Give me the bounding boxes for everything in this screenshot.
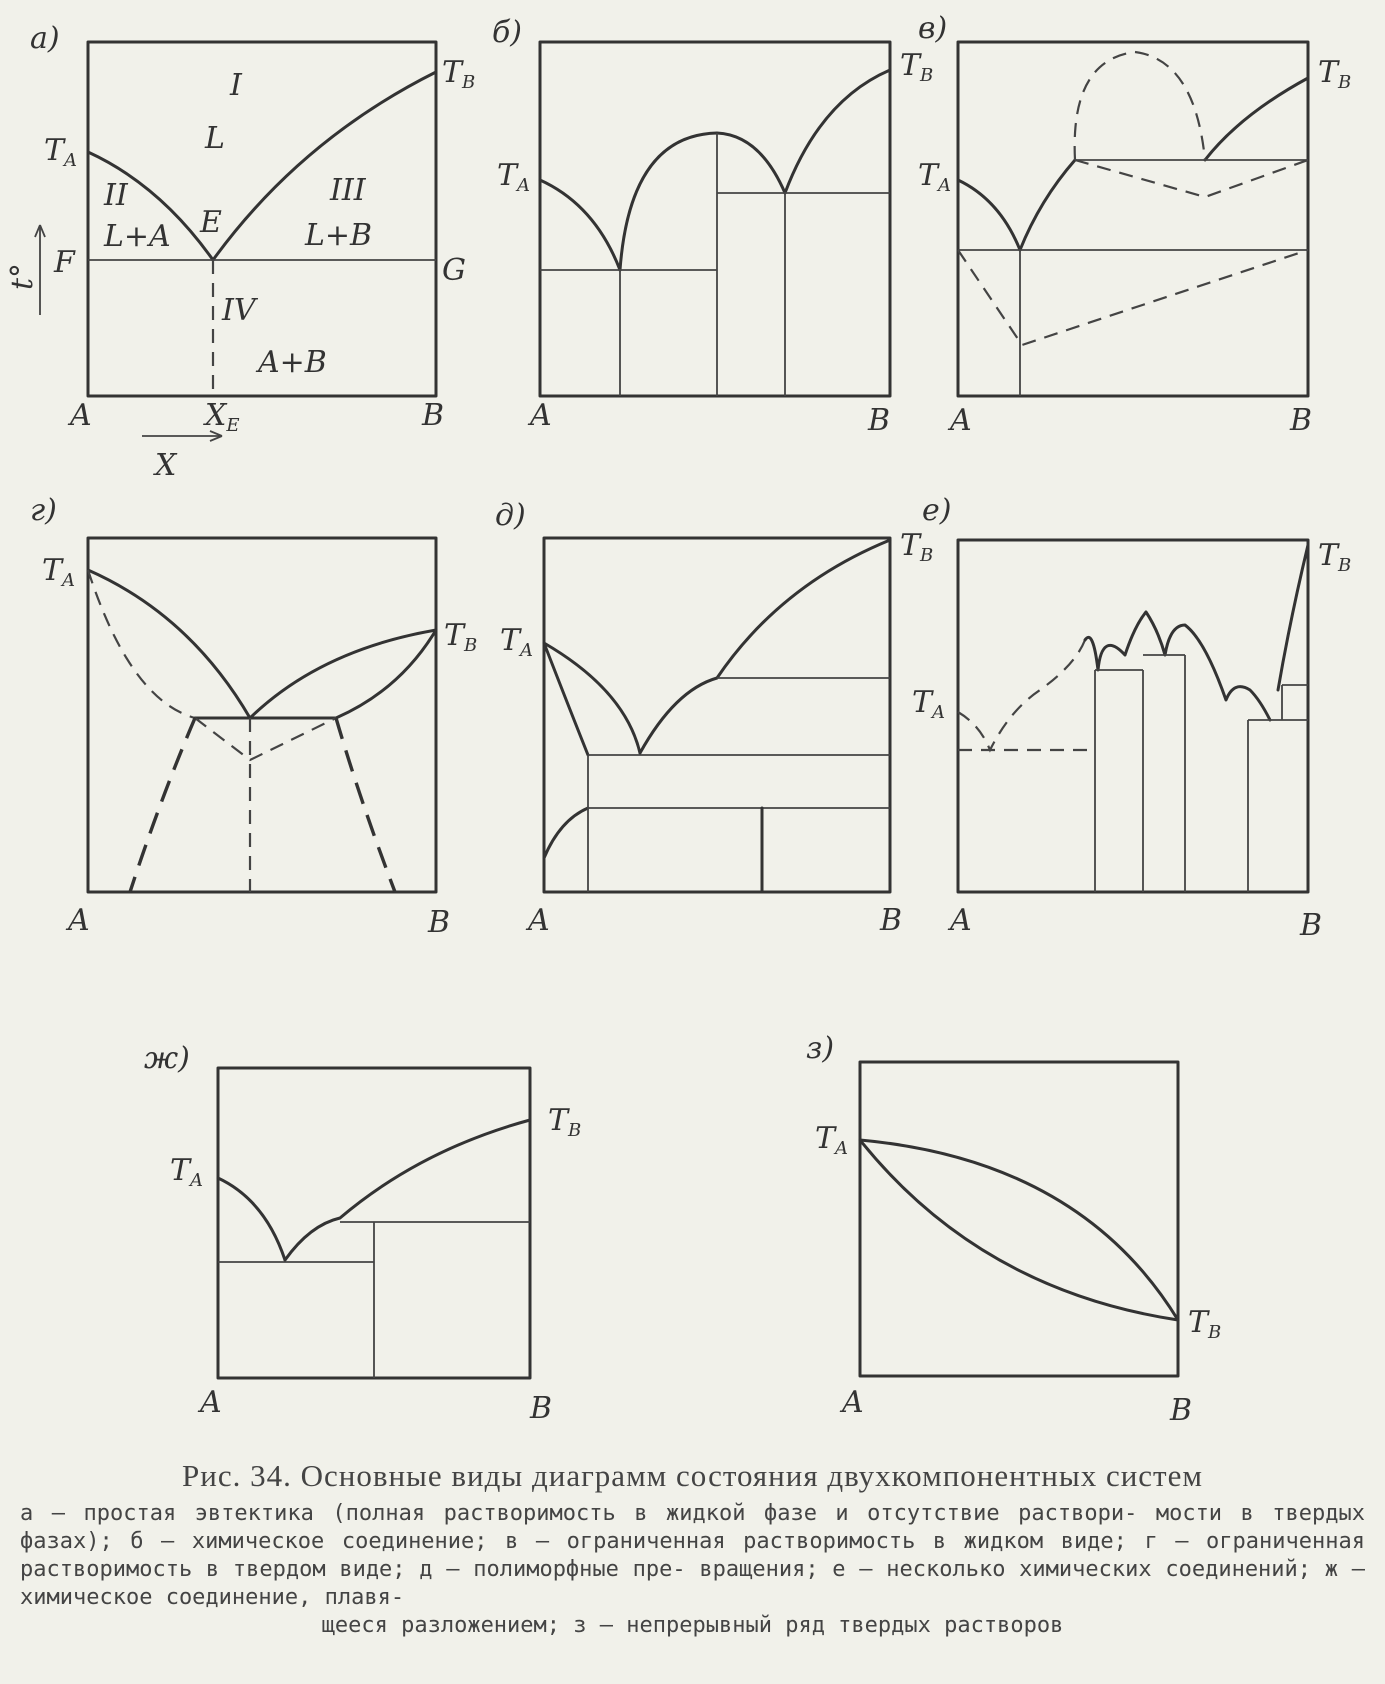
panel-g-liquidus-left: [88, 570, 250, 718]
panel-z-frame: [860, 1062, 1178, 1376]
panel-zh-ta-label: $T_A$: [170, 1153, 204, 1191]
panel-a-tb-label: $T_B$: [442, 55, 476, 93]
caption-line-2: мости в твердых фазах); б — химическое соединение; в — ограниченная растворимость: [20, 1501, 1365, 1554]
figure-caption-text: [20, 1500, 1365, 1640]
panel-d-frame: [544, 538, 890, 892]
panel-a-letter: а): [30, 21, 60, 56]
panel-v-dashed-lower: [958, 250, 1308, 345]
panel-b-liquidus-3: [785, 70, 890, 193]
panel-e-tb-label: $T_B$: [1318, 538, 1352, 576]
panel-z-letter: з): [806, 1031, 835, 1066]
panel-z-tb-label: $T_B$: [1188, 1305, 1222, 1343]
panel-g-axis-b: B: [428, 905, 451, 940]
panel-v: [918, 11, 1351, 438]
panel-zh-liquidus-left: [218, 1178, 285, 1260]
panel-d-ta-label: $T_A$: [500, 623, 534, 661]
panel-v-axis-b: B: [1290, 403, 1313, 438]
panel-e-frame: [958, 540, 1308, 892]
panel-d-liquidus-right: [640, 540, 890, 753]
panel-b-liquidus-2: [620, 133, 785, 270]
panel-b-axis-b: B: [868, 403, 891, 438]
panel-v-axis-a: A: [950, 403, 972, 438]
panel-zh-letter: ж): [144, 1041, 190, 1076]
panel-a-region-4: IV: [222, 293, 256, 328]
panel-b-letter: б): [492, 15, 523, 50]
panel-v-ta-label: $T_A$: [918, 158, 952, 196]
panel-b-liquidus-1: [540, 180, 620, 270]
panel-g: [30, 493, 477, 940]
panel-e-dashed-liquidus: [958, 640, 1085, 750]
panel-e-letter: е): [922, 493, 952, 528]
panel-v-frame: [958, 42, 1308, 396]
panel-zh-liquidus-right: [285, 1120, 530, 1260]
caption-line-1: а — простая эвтектика (полная растворимость в жидкой фазе и отсутствие раствори-: [20, 1501, 1138, 1526]
panel-z: [806, 1031, 1221, 1428]
panel-zh-axis-b: B: [530, 1391, 553, 1426]
panel-d-axis-a: A: [528, 903, 550, 938]
panel-z-axis-a: A: [842, 1385, 864, 1420]
panel-d-tb-label: $T_B$: [900, 528, 934, 566]
panel-a-region-l: L: [205, 121, 225, 156]
panel-d-axis-b: B: [880, 903, 903, 938]
panel-v-liquidus-2: [1020, 160, 1075, 250]
panel-a-axis-a: A: [70, 398, 92, 433]
panel-a-x-axis-label: X: [155, 448, 177, 483]
caption-line-3: в жидком виде; г — ограниченная растворимость в твердом виде; д — полиморфные пре-: [20, 1529, 1365, 1582]
panel-v-letter: в): [918, 11, 948, 46]
panel-v-miscibility-dome: [1075, 52, 1205, 160]
panel-a-xe-label: $X_E$: [205, 398, 240, 436]
panel-a-axis-b: B: [422, 398, 445, 433]
panel-zh-tb-label: $T_B$: [548, 1103, 582, 1141]
panel-e-liquidus-right: [1278, 545, 1308, 690]
panel-zh-axis-a: A: [200, 1385, 222, 1420]
panel-z-solidus: [860, 1140, 1178, 1320]
panel-z-liquidus: [860, 1140, 1178, 1320]
panel-d: [495, 498, 933, 938]
panel-e-axis-a: A: [950, 903, 972, 938]
panel-a-ta-label: $T_A$: [44, 133, 78, 171]
panel-g-solidus-right: [336, 630, 436, 718]
panel-g-solidus-left: [88, 570, 195, 718]
panel-v-tb-label: $T_B$: [1318, 55, 1352, 93]
panel-g-tb-label: $T_B$: [444, 618, 478, 656]
panel-b: [492, 15, 933, 438]
panel-a-f-label: F: [54, 245, 75, 280]
panel-e-liquidus-peaks: [1085, 612, 1270, 720]
panel-z-ta-label: $T_A$: [815, 1121, 849, 1159]
panel-b-ta-label: $T_A$: [497, 158, 531, 196]
panel-a-t-axis-label: t°: [5, 262, 40, 290]
panel-b-axis-a: A: [530, 398, 552, 433]
caption-line-5: щееся разложением; з — непрерывный ряд твердых растворов: [321, 1613, 1064, 1638]
panel-z-axis-b: B: [1170, 1393, 1193, 1428]
panel-e-ta-label: $T_A$: [912, 685, 946, 723]
panel-a-region-2-phase: L+A: [104, 219, 171, 254]
panel-a-region-1: I: [230, 68, 242, 103]
panel-zh: [144, 1041, 581, 1426]
panel-a-region-3-phase: L+B: [305, 218, 373, 253]
panel-a-region-2: II: [104, 178, 128, 213]
panel-a-eutectic-label: E: [200, 205, 222, 240]
panel-d-letter: д): [495, 498, 526, 533]
panel-v-liquidus-3: [1205, 78, 1308, 160]
panel-a-region-4-phase: A+B: [258, 345, 327, 380]
panel-d-polymorph-curve: [544, 808, 588, 858]
panel-g-dashed-v: [195, 718, 336, 760]
panel-b-tb-label: $T_B$: [900, 48, 934, 86]
panel-g-axis-a: A: [68, 903, 90, 938]
panel-a-region-3: III: [330, 173, 366, 208]
panel-g-letter: г): [30, 493, 57, 528]
panel-a-g-label: G: [442, 253, 466, 288]
panel-d-solidus-curve: [544, 643, 588, 755]
panel-g-liquidus-right: [250, 630, 436, 718]
panel-g-solvus-left: [130, 718, 195, 892]
panel-v-liquidus-1: [958, 180, 1020, 250]
panel-e-axis-b: B: [1300, 908, 1323, 943]
caption-line-4: вращения; е — несколько химических соединений; ж — химическое соединение, плавя-: [20, 1557, 1365, 1610]
panel-a: [5, 21, 475, 483]
panel-g-ta-label: $T_A$: [42, 553, 76, 591]
panel-v-dashed-v: [1075, 160, 1308, 197]
figure-caption-title: Рис. 34. Основные виды диаграмм состояния двухкомпонентных систем: [182, 1458, 1203, 1493]
panel-g-solvus-right: [336, 718, 395, 892]
panel-e: [912, 493, 1351, 943]
panel-d-liquidus-left: [544, 643, 640, 753]
panel-g-frame: [88, 538, 436, 892]
